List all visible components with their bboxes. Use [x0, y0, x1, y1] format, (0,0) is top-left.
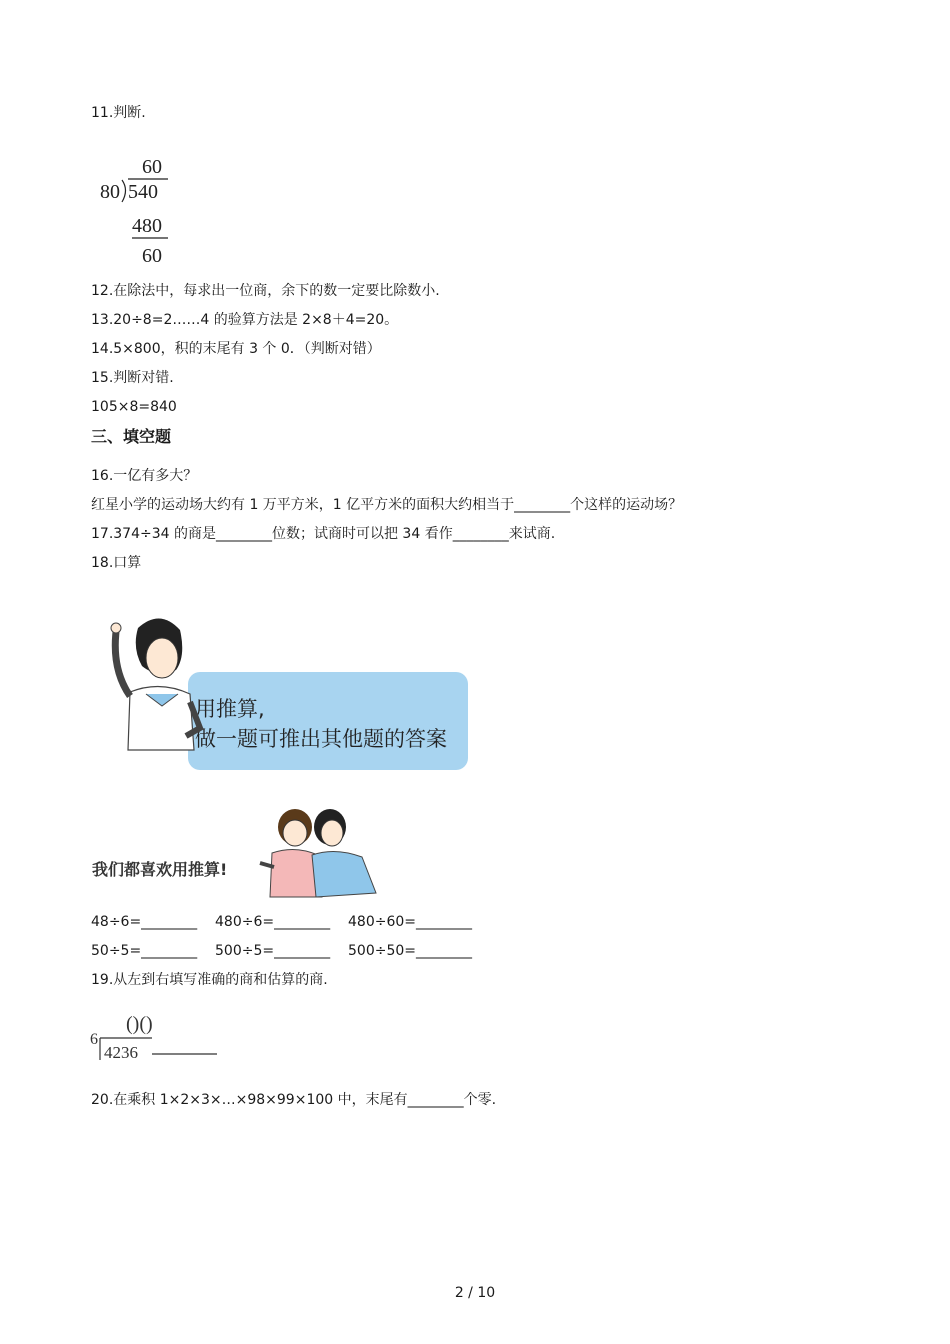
math-item: 480÷6=________	[215, 914, 331, 930]
children-caption: 我们都喜欢用推算!	[92, 860, 228, 879]
division-remainder: 60	[142, 245, 162, 267]
math-item: 500÷50=________	[348, 943, 472, 959]
math-item: 500÷5=________	[215, 943, 331, 959]
estimation-dividend: 4236	[104, 1043, 138, 1062]
bubble-line-1: 用推算,	[195, 697, 265, 721]
math-item: 50÷5=________	[91, 943, 198, 959]
estimation-division-figure	[90, 1010, 220, 1062]
question-19-title: 19.从左到右填写准确的商和估算的商.	[91, 972, 328, 988]
bubble-line-2: 做一题可推出其他题的答案	[195, 727, 447, 751]
question-20: 20.在乘积 1×2×3×…×98×99×100 中，末尾有________个零.	[91, 1092, 497, 1108]
two-children	[260, 809, 376, 897]
long-division-figure	[98, 152, 178, 270]
boy-illustration	[90, 610, 480, 775]
math-item: 480÷60=________	[348, 914, 472, 930]
division-quotient: 60	[142, 156, 162, 178]
question-11-title: 11.判断.	[91, 105, 146, 121]
question-15-expression: 105×8=840	[91, 399, 177, 415]
division-product: 480	[132, 215, 162, 237]
question-14: 14.5×800，积的末尾有 3 个 0．（判断对错）	[91, 341, 381, 357]
boy-figure	[111, 618, 200, 750]
question-15-title: 15.判断对错.	[91, 370, 174, 386]
question-16-body: 红星小学的运动场大约有 1 万平方米，1 亿平方米的面积大约相当于________个这样的运动场？	[91, 497, 683, 513]
question-13: 13.20÷8=2……4 的验算方法是 2×8＋4=20。	[91, 312, 399, 328]
division-dividend: 540	[128, 181, 158, 203]
division-divisor: 80	[100, 181, 120, 203]
question-12: 12.在除法中，每求出一位商，余下的数一定要比除数小.	[91, 283, 440, 299]
page-number: 2 / 10	[454, 1285, 496, 1301]
section-heading: 三、填空题	[91, 427, 172, 446]
estimation-divisor: 6	[90, 1031, 98, 1048]
speech-bubble	[188, 672, 468, 770]
children-illustration	[90, 805, 390, 900]
question-17: 17.374÷34 的商是________位数；试商时可以把 34 看作________来试商.	[91, 526, 556, 542]
question-16-title: 16.一亿有多大？	[91, 468, 198, 484]
question-18-title: 18.口算	[91, 555, 142, 571]
quotient-parens: ()()	[126, 1013, 153, 1035]
math-item: 48÷6=________	[91, 914, 198, 930]
